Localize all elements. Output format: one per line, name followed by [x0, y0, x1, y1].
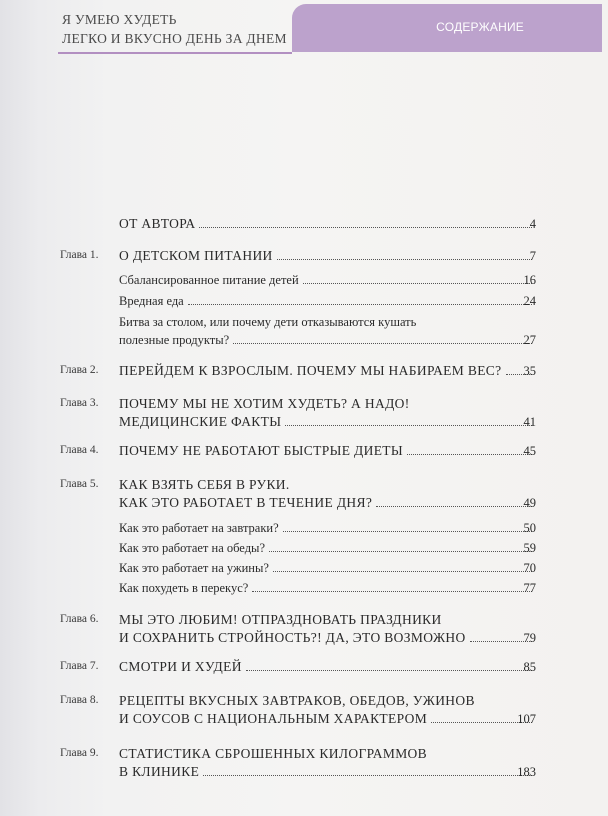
book-title-line2: ЛЕГКО И ВКУСНО ДЕНЬ ЗА ДНЕМ	[62, 31, 287, 46]
toc-entry-text: И СОХРАНИТЬ СТРОЙНОСТЬ?! ДА, ЭТО ВОЗМОЖНО	[119, 630, 466, 645]
chapter-label: Глава 9.	[60, 747, 99, 759]
toc-entry-text: ПЕРЕЙДЕМ К ВЗРОСЛЫМ. ПОЧЕМУ МЫ НАБИРАЕМ ВЕС?	[119, 363, 502, 378]
dot-leader	[199, 226, 532, 228]
page-number: 49	[523, 496, 536, 510]
page-number: 77	[523, 581, 536, 595]
toc-entry	[119, 215, 536, 233]
book-title-line1: Я УМЕЮ ХУДЕТЬ	[62, 12, 177, 27]
chapter-label: Глава 2.	[60, 364, 99, 376]
page-number: 79	[523, 631, 536, 645]
chapter-label: Глава 6.	[60, 613, 99, 625]
toc-entry-text: ПОЧЕМУ МЫ НЕ ХОТИМ ХУДЕТЬ? А НАДО!	[119, 396, 410, 411]
page-number: 107	[517, 712, 536, 726]
toc-entry-text: Как это работает на обеды?	[119, 541, 265, 555]
toc-entry	[119, 313, 536, 349]
toc-entry-line	[119, 331, 536, 349]
toc-entry-text: полезные продукты?	[119, 333, 230, 347]
toc-entry-line	[119, 629, 536, 647]
toc-entry-line	[119, 442, 536, 460]
dot-leader	[283, 530, 532, 532]
toc-entry-text: ПОЧЕМУ НЕ РАБОТАЮТ БЫСТРЫЕ ДИЕТЫ	[119, 443, 404, 458]
toc-entry-text: КАК ЭТО РАБОТАЕТ В ТЕЧЕНИЕ ДНЯ?	[119, 495, 373, 510]
toc-entry-text: МЕДИЦИНСКИЕ ФАКТЫ	[119, 414, 282, 429]
toc-entry	[119, 559, 536, 577]
toc-entry-line	[119, 215, 536, 233]
page-number: 70	[523, 561, 536, 575]
toc-entry-line	[119, 292, 536, 310]
page-number: 7	[529, 249, 536, 263]
dot-leader	[203, 774, 532, 776]
toc-entry-line	[119, 494, 536, 512]
toc-entry-text: О ДЕТСКОМ ПИТАНИИ	[119, 248, 273, 263]
toc-entry-text: РЕЦЕПТЫ ВКУСНЫХ ЗАВТРАКОВ, ОБЕДОВ, УЖИНОВ	[119, 693, 475, 708]
toc-entry	[119, 692, 536, 728]
toc-entry	[119, 271, 536, 289]
toc-entry-text: И СОУСОВ С НАЦИОНАЛЬНЫМ ХАРАКТЕРОМ	[119, 711, 428, 726]
toc-entry-text: МЫ ЭТО ЛЮБИМ! ОТПРАЗДНОВАТЬ ПРАЗДНИКИ	[119, 612, 442, 627]
page-number: 50	[523, 521, 536, 535]
toc-entry-text: Как это работает на завтраки?	[119, 521, 279, 535]
toc-entry-line	[119, 745, 536, 763]
toc-entry-line	[119, 559, 536, 577]
toc-entry-line	[119, 395, 536, 413]
chapter-label: Глава 3.	[60, 397, 99, 409]
dot-leader	[269, 550, 532, 552]
toc-entry-text: СТАТИСТИКА СБРОШЕННЫХ КИЛОГРАММОВ	[119, 746, 428, 761]
toc-entry-text: В КЛИНИКЕ	[119, 764, 200, 779]
dot-leader	[188, 303, 532, 305]
page-number: 183	[517, 765, 536, 779]
page-number: 16	[523, 273, 536, 287]
toc-entry	[119, 745, 536, 781]
toc-entry-line	[119, 476, 536, 494]
toc-entry-text: ОТ АВТОРА	[119, 216, 196, 231]
chapter-label: Глава 7.	[60, 660, 99, 672]
toc-entry	[119, 611, 536, 647]
chapter-label: Глава 8.	[60, 694, 99, 706]
page-number: 59	[523, 541, 536, 555]
toc-entry-line	[119, 763, 536, 781]
dot-leader	[273, 570, 532, 572]
toc-entry-line	[119, 271, 536, 289]
toc-entry-line	[119, 710, 536, 728]
page-number: 35	[523, 364, 536, 378]
toc-entry-line	[119, 658, 536, 676]
chapter-label: Глава 4.	[60, 444, 99, 456]
toc-entry-line	[119, 692, 536, 710]
toc-entry-line	[119, 413, 536, 431]
toc-entry-text: СМОТРИ И ХУДЕЙ	[119, 659, 242, 674]
toc-entry-text: КАК ВЗЯТЬ СЕБЯ В РУКИ.	[119, 477, 290, 492]
toc-entry	[119, 362, 536, 380]
toc-entry-line	[119, 579, 536, 597]
toc-entry-text: Вредная еда	[119, 294, 184, 308]
page-number: 27	[523, 333, 536, 347]
toc-entry-line	[119, 539, 536, 557]
dot-leader	[246, 669, 532, 671]
toc-entry	[119, 539, 536, 557]
toc-entry	[119, 292, 536, 310]
toc-entry-line	[119, 313, 536, 331]
toc-entry-line	[119, 362, 536, 380]
dot-leader	[277, 258, 532, 260]
dot-leader	[285, 424, 532, 426]
dot-leader	[303, 282, 532, 284]
toc-entry	[119, 442, 536, 460]
page-number: 41	[523, 415, 536, 429]
toc-entry-text: Как это работает на ужины?	[119, 561, 269, 575]
page-number: 4	[529, 217, 536, 231]
chapter-label: Глава 5.	[60, 478, 99, 490]
chapter-label: Глава 1.	[60, 249, 99, 261]
page-number: 85	[523, 660, 536, 674]
toc-entry	[119, 658, 536, 676]
toc-entry	[119, 395, 536, 431]
page-number: 45	[523, 444, 536, 458]
dot-leader	[233, 342, 532, 344]
toc-entry	[119, 579, 536, 597]
toc-entry	[119, 476, 536, 512]
toc-entry-text: Сбалансированное питание детей	[119, 273, 299, 287]
toc-entry-text: Как похудеть в перекус?	[119, 581, 249, 595]
page-number: 24	[523, 294, 536, 308]
toc-entry-line	[119, 611, 536, 629]
toc-entry	[119, 519, 536, 537]
toc-entry	[119, 247, 536, 265]
section-tab-label: СОДЕРЖАНИЕ	[436, 20, 524, 34]
dot-leader	[252, 590, 532, 592]
dot-leader	[407, 453, 532, 455]
toc-entry-line	[119, 519, 536, 537]
dot-leader	[376, 505, 532, 507]
toc-entry-text: Битва за столом, или почему дети отказываются кушать	[119, 315, 417, 329]
toc-entry-line	[119, 247, 536, 265]
